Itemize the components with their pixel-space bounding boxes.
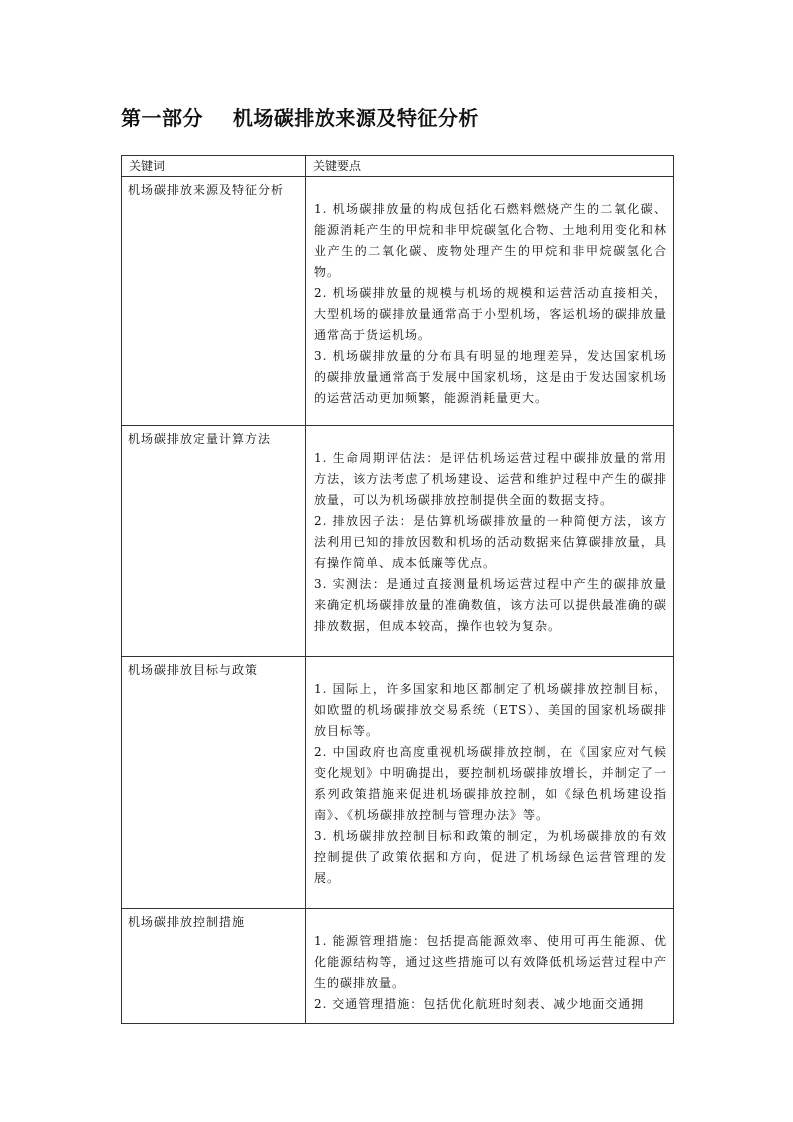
key-point: 1. 机场碳排放量的构成包括化石燃料燃烧产生的二氧化碳、能源消耗产生的甲烷和非甲烷碳氢化合物、土地利用变化和林业产生的二氧化碳、废物处理产生的甲烷和非甲烷碳氢化合物。	[314, 202, 667, 279]
key-point: 1. 国际上，许多国家和地区都制定了机场碳排放控制目标，如欧盟的机场碳排放交易系统（ETS）、美国的国家机场碳排放目标等。	[314, 682, 667, 738]
header-keyword-label: 关键词	[129, 159, 166, 173]
table-row	[122, 426, 674, 657]
page-title: 第一部分 机场碳排放来源及特征分析	[121, 106, 479, 130]
keyword-text: 机场碳排放控制措施	[128, 915, 246, 929]
key-point: 2. 机场碳排放量的规模与机场的规模和运营活动直接相关，大型机场的碳排放量通常高于小型机场，客运机场的碳排放量通常高于货运机场。	[314, 286, 667, 342]
key-point: 1. 生命周期评估法：是评估机场运营过程中碳排放量的常用方法，该方法考虑了机场建设、运营和维护过程中产生的碳排放量，可以为机场碳排放控制提供全面的数据支持。	[314, 451, 667, 507]
key-point: 2. 中国政府也高度重视机场碳排放控制，在《国家应对气候变化规划》中明确提出，要控制机场碳排放增长，并制定了一系列政策措施来促进机场碳排放控制，如《绿色机场建设指南》、《机场碳排放控制与管理办法》等。	[314, 745, 667, 822]
key-point: 2. 排放因子法：是估算机场碳排放量的一种简便方法，该方法利用已知的排放因数和机场的活动数据来估算碳排放量，具有操作简单、成本低廉等优点。	[314, 514, 667, 570]
header-cell-points	[306, 156, 674, 177]
keyword-text: 机场碳排放目标与政策	[128, 663, 259, 677]
points-cell	[306, 657, 674, 909]
keyword-text: 机场碳排放定量计算方法	[128, 432, 272, 446]
points-cell	[306, 177, 674, 426]
keypoints-table	[121, 155, 674, 1024]
key-point: 3. 机场碳排放量的分布具有明显的地理差异，发达国家机场的碳排放量通常高于发展中国家机场，这是由于发达国家机场的运营活动更加频繁，能源消耗量更大。	[314, 349, 667, 405]
key-point: 1. 能源管理措施：包括提高能源效率、使用可再生能源、优化能源结构等，通过这些措施可以有效降低机场运营过程中产生的碳排放量。	[314, 934, 667, 990]
key-point: 3. 实测法：是通过直接测量机场运营过程中产生的碳排放量来确定机场碳排放量的准确数值，该方法可以提供最准确的碳排放数据，但成本较高，操作也较为复杂。	[314, 577, 667, 633]
table-row	[122, 657, 674, 909]
table-row	[122, 909, 674, 1024]
keyword-cell	[122, 177, 306, 426]
header-points-label: 关键要点	[313, 159, 362, 173]
table-header-row	[122, 156, 674, 177]
table-row	[122, 177, 674, 426]
key-point: 3. 机场碳排放控制目标和政策的制定，为机场碳排放的有效控制提供了政策依据和方向，促进了机场绿色运营管理的发展。	[314, 829, 667, 885]
points-cell	[306, 426, 674, 657]
points-cell	[306, 909, 674, 1024]
key-point: 2. 交通管理措施：包括优化航班时刻表、减少地面交通拥	[314, 997, 645, 1011]
keyword-cell	[122, 657, 306, 909]
keyword-cell	[122, 426, 306, 657]
header-cell-keyword	[122, 156, 306, 177]
keyword-text: 机场碳排放来源及特征分析	[128, 183, 285, 197]
keyword-cell	[122, 909, 306, 1024]
